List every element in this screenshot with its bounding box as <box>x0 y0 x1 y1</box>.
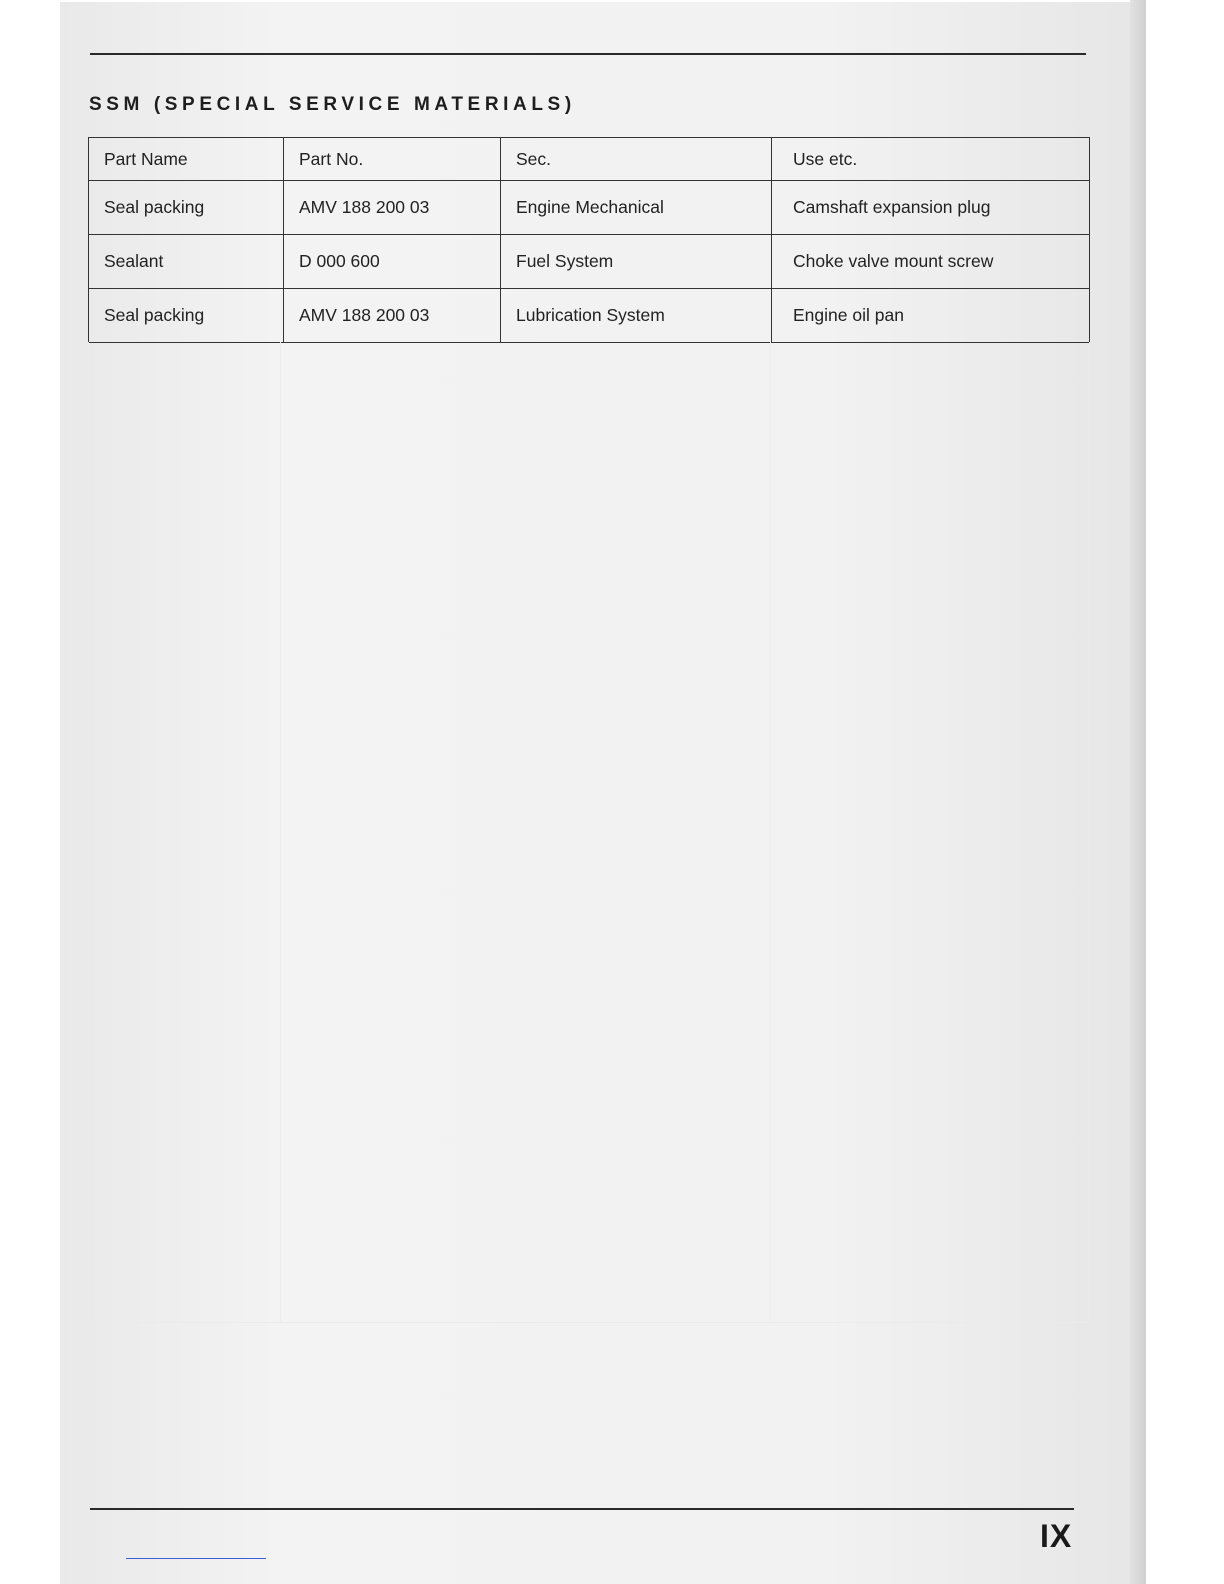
table-row <box>89 235 1090 289</box>
header-use: Use etc. <box>772 138 1090 181</box>
header-part-name: Part Name <box>89 138 284 181</box>
cell-sec: Fuel System <box>501 235 772 289</box>
page-number: IX <box>1040 1518 1073 1554</box>
cell-use: Camshaft expansion plug <box>772 181 1090 235</box>
cell-use: Choke valve mount screw <box>772 235 1090 289</box>
cell-part-no: D 000 600 <box>284 235 501 289</box>
top-rule <box>90 53 1086 55</box>
cell-part-name: Sealant <box>89 235 284 289</box>
header-part-no: Part No. <box>284 138 501 181</box>
cell-sec: Engine Mechanical <box>501 181 772 235</box>
cell-part-no: AMV 188 200 03 <box>284 181 501 235</box>
cell-part-no: AMV 188 200 03 <box>284 289 501 343</box>
bleed-through-box <box>88 342 1090 1323</box>
link-underline <box>126 1558 266 1559</box>
table-header-row <box>89 138 1090 181</box>
table-row <box>89 289 1090 343</box>
binding-spine <box>1130 0 1146 1584</box>
cell-part-name: Seal packing <box>89 289 284 343</box>
table-row <box>89 181 1090 235</box>
cell-use: Engine oil pan <box>772 289 1090 343</box>
bleed-through-divider <box>770 342 771 1322</box>
bleed-through-divider <box>280 342 281 1322</box>
ssm-table <box>88 137 1090 343</box>
header-sec: Sec. <box>501 138 772 181</box>
section-heading: SSM (SPECIAL SERVICE MATERIALS) <box>89 94 576 115</box>
cell-part-name: Seal packing <box>89 181 284 235</box>
bottom-rule <box>90 1508 1074 1510</box>
scan-edge <box>1146 0 1224 1584</box>
cell-sec: Lubrication System <box>501 289 772 343</box>
